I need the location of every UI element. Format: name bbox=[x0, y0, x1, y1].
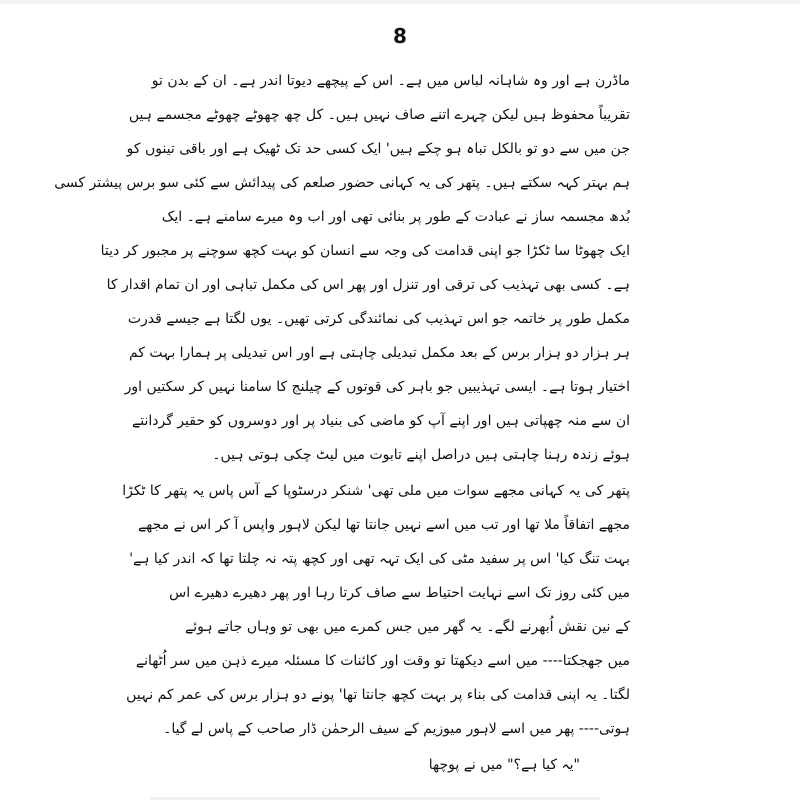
text-line: ہوتی---- پھر میں اسے لاہور میوزیم کے سیف الرحمٰن ڈار صاحب کے پاس لے گیا۔ bbox=[163, 721, 630, 737]
dialogue-line: "یہ کیا ہے؟" میں نے پوچھا bbox=[428, 757, 580, 773]
page-number: 8 bbox=[393, 24, 407, 48]
text-line: مجھے اتفاقاً ملا تھا اور تب میں اسے نہیں جانتا تھا لیکن لاہور واپس آ کر اس نے مجھے bbox=[137, 517, 630, 533]
text-line: مکمل طور پر خاتمہ جو اس تہذیب کی نمائندگی کرتی تھیں۔ یوں لگتا ہے جیسے قدرت bbox=[127, 311, 630, 327]
text-line: ہے۔ کسی بھی تہذیب کی ترقی اور تنزل اور پھر اس کی مکمل تباہی اور ان تمام اقدار کا bbox=[106, 277, 630, 293]
text-line: پتھر کی یہ کہانی مجھے سوات میں ملی تھی' شنکر درسٹوپا کے آس پاس یہ پتھر کا ٹکڑا bbox=[122, 483, 630, 499]
text-line: ہوئے زندہ رہنا چاہتی ہیں دراصل اپنے تابوت میں لیٹ چکی ہوتی ہیں۔ bbox=[212, 447, 630, 463]
scan-edge-top bbox=[0, 0, 800, 4]
text-line: ان سے منہ چھپاتی ہیں اور اپنے آپ کو ماضی کی بنیاد پر اور دوسروں کو حقیر گردانتے bbox=[132, 413, 630, 429]
text-line: جن میں سے دو تو بالکل تباہ ہو چکے ہیں' ایک کسی حد تک ٹھیک ہے اور باقی تینوں کو bbox=[126, 141, 630, 157]
text-line: بُدھ مجسمہ ساز نے عبادت کے طور پر بنائی تھی اور اب وہ میرے سامنے ہے۔ ایک bbox=[161, 209, 630, 225]
text-line: میں جھجکتا---- میں اسے دیکھتا تو وقت اور کائنات کا مسئلہ میرے ذہن میں سر اُٹھانے bbox=[135, 653, 630, 669]
text-line: ایک چھوٹا سا ٹکڑا جو اپنی قدامت کی وجہ سے انسان کو بہت کچھ سوچنے پر مجبور کر دیتا bbox=[100, 243, 630, 259]
text-line: میں کئی روز تک اسے نہایت احتیاط سے صاف کرتا رہا اور پھر دھیرے دھیرے اس bbox=[169, 585, 630, 601]
text-line: تقریباً محفوظ ہیں لیکن چہرے اتنے صاف نہیں ہیں۔ کل چھ چھوٹے چھوٹے مجسمے ہیں bbox=[128, 107, 630, 123]
text-line: ماڈرن ہے اور وہ شاہانہ لباس میں ہے۔ اس کے پیچھے دیوتا اندر ہے۔ ان کے بدن تو bbox=[151, 73, 630, 89]
text-line: کے نین نقش اُبھرنے لگے۔ یہ گھر میں جس کمرے میں بھی تو وہاں جاتے ہوئے bbox=[185, 619, 630, 635]
text-line: ہر ہزار دو ہزار برس کے بعد مکمل تبدیلی چاہتی ہے اور اس تبدیلی پر ہمارا بہت کم bbox=[128, 345, 630, 361]
text-line: لگتا۔ یہ اپنی قدامت کی بناء پر بہت کچھ جانتا تھا' پونے دو ہزار برس کی عمر کم نہیں bbox=[126, 687, 630, 703]
text-line: اختیار ہوتا ہے۔ ایسی تہذیبیں جو باہر کی قوتوں کے چیلنج کا سامنا نہیں کر سکتیں اور bbox=[124, 379, 630, 395]
text-line: بہت تنگ کیا' اس پر سفید مٹی کی ایک تہہ تھی اور کچھ پتہ نہ چلتا تھا کہ اندر کیا ہے' bbox=[129, 551, 630, 567]
text-line: ہم بہتر کہہ سکتے ہیں۔ پتھر کی یہ کہانی حضور صلعم کی پیدائش سے کئی سو برس پیشتر کسی bbox=[54, 175, 630, 191]
